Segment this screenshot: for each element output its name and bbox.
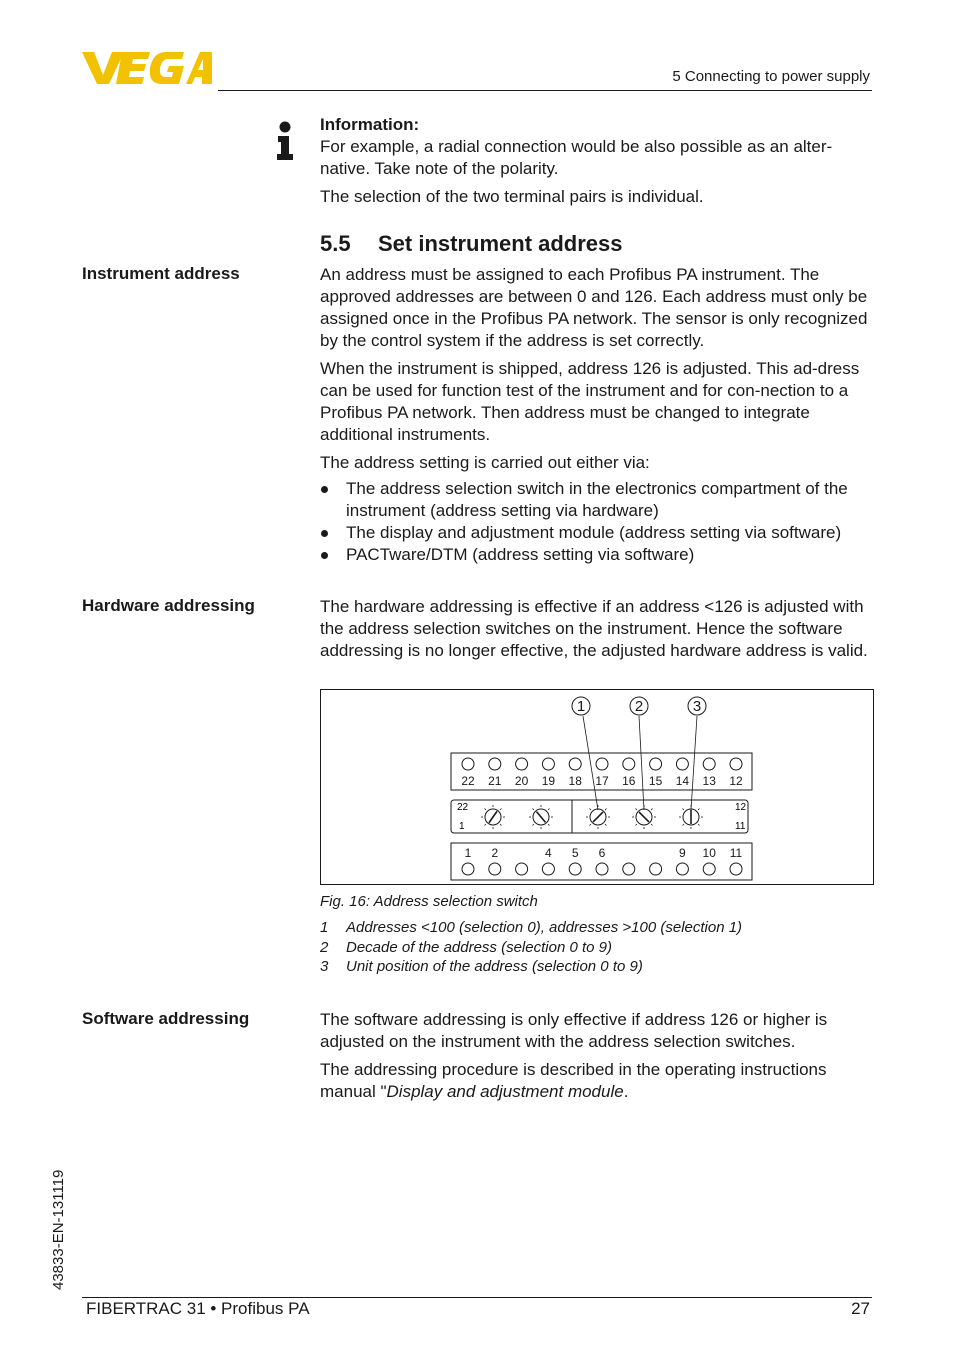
software-addressing-body (320, 1009, 880, 1103)
terminal-circle (650, 758, 662, 770)
paragraph: The software addressing is only effective if address 126 or higher is adjusted on the instrument with the address selection switches. (320, 1010, 828, 1051)
hardware-addressing-body (320, 596, 880, 662)
terminal-circle (623, 863, 635, 875)
terminal-circle (650, 863, 662, 875)
terminal-label: 14 (675, 774, 690, 788)
switch-tick (590, 809, 591, 810)
terminal-label: 20 (514, 774, 529, 788)
terminal-circle (569, 863, 581, 875)
address-switch-figure (320, 689, 874, 885)
page-number: 27 (851, 1299, 870, 1318)
terminal-circle (516, 863, 528, 875)
terminal-label: 22 (461, 774, 475, 788)
switch-tick (533, 809, 534, 810)
rotary-switch (529, 805, 553, 829)
terminal-label: 21 (488, 774, 502, 788)
document-id: 43833-EN-131119 (50, 1169, 67, 1290)
callout-number: 2 (634, 698, 644, 715)
terminal-circle (676, 863, 688, 875)
terminal-circle (462, 758, 474, 770)
switch-tick (651, 824, 652, 825)
header-rule (218, 90, 872, 91)
leader-line (639, 716, 644, 810)
terminal-circle (516, 758, 528, 770)
legend-number: 3 (320, 958, 329, 975)
switch-tick (651, 809, 652, 810)
terminal-circle (623, 758, 635, 770)
hardware-addressing-label: Hardware addressing (82, 596, 255, 615)
terminal-circle (542, 758, 554, 770)
switch-tick (533, 824, 534, 825)
information-title: Information: (320, 115, 420, 134)
switch-tick (636, 824, 637, 825)
terminal-label: 12 (729, 774, 743, 788)
terminal-circle (542, 863, 554, 875)
callout-number: 1 (576, 698, 586, 715)
terminal-circle (730, 758, 742, 770)
rotary-switch (679, 805, 703, 829)
switch-tick (683, 809, 684, 810)
terminal-label: 19 (541, 774, 556, 788)
section-heading (320, 231, 623, 257)
terminal-label: 9 (679, 846, 686, 860)
switch-tick (605, 824, 606, 825)
list-item: PACTware/DTM (address setting via software) (320, 544, 880, 566)
paragraph: When the instrument is shipped, address 126 is adjusted. This ad-dress can be used for function test of the instrument and for con-nection to a Profibus PA network. Then address must be changed to integrate additional instruments. (320, 359, 860, 444)
software-addressing-label: Software addressing (82, 1009, 250, 1028)
terminal-circle (569, 758, 581, 770)
paragraph: The address setting is carried out either via: (320, 453, 650, 472)
terminal-circle (489, 863, 501, 875)
switch-tick (548, 809, 549, 810)
terminal-label: 17 (595, 774, 609, 788)
paragraph: An address must be assigned to each Profibus PA instrument. The approved addresses are between 0 and 126. Each address must only be assigned once in the Profibus PA network. The sensor is only recognized by the control system if the address is set correctly. (320, 265, 868, 350)
legend-item (320, 957, 742, 977)
switch-tick (590, 824, 591, 825)
leader-line (691, 716, 697, 810)
legend-text: Unit position of the address (selection 0 to 9) (346, 958, 643, 975)
legend-number: 1 (320, 919, 329, 936)
paragraph: The hardware addressing is effective if an address <126 is adjusted with the address selection switches on the instrument. Hence the software addressing is no longer effective, the adjusted hardware address is valid. (320, 597, 868, 660)
section-title: Set instrument address (378, 231, 623, 256)
list-item: The display and adjustment module (address setting via software) (320, 522, 880, 544)
switch-tick (548, 824, 549, 825)
switch-panel-label: 11 (735, 821, 746, 832)
terminal-circle (462, 863, 474, 875)
legend-number: 2 (320, 938, 329, 956)
legend-item (320, 938, 742, 958)
terminal-circle (703, 863, 715, 875)
legend-item (320, 918, 742, 938)
terminal-circle (676, 758, 688, 770)
figure-caption: Fig. 16: Address selection switch (320, 893, 538, 910)
running-header: 5 Connecting to power supply (672, 68, 870, 85)
switch-pointer (489, 811, 497, 822)
switch-pointer (593, 812, 603, 822)
text-run: The addressing procedure is described in the operating instructions manual " (320, 1060, 827, 1101)
address-switch-diagram (321, 690, 873, 884)
information-text: For example, a radial connection would be also possible as an alter-native. Take note of the polarity. (320, 137, 833, 178)
switch-pointer (537, 812, 546, 823)
terminal-circle (596, 863, 608, 875)
rotary-switch (586, 805, 610, 829)
list-item: The address selection switch in the electronics compartment of the instrument (address setting via hardware) (320, 478, 880, 522)
switch-tick (485, 824, 486, 825)
callout-number: 3 (692, 698, 702, 715)
section-number: 5.5 (320, 231, 351, 256)
switch-panel-label: 22 (457, 802, 469, 813)
switch-panel-label: 12 (735, 802, 747, 813)
paragraph (320, 1059, 880, 1103)
rotary-switch (632, 805, 656, 829)
terminal-label: 1 (464, 846, 472, 860)
switch-tick (636, 809, 637, 810)
switch-tick (500, 809, 501, 810)
address-method-list (320, 478, 880, 566)
legend-text: Decade of the address (selection 0 to 9) (346, 938, 612, 956)
terminal-circle (596, 758, 608, 770)
manual-title: Display and adjustment module (386, 1082, 624, 1101)
information-text-2: The selection of the two terminal pairs is individual. (320, 187, 704, 206)
terminal-circle (489, 758, 501, 770)
instrument-address-body (320, 264, 880, 474)
switch-tick (605, 809, 606, 810)
switch-tick (698, 809, 699, 810)
switch-panel-label: 1 (459, 821, 465, 832)
terminal-label: 11 (729, 846, 743, 860)
terminal-label: 10 (702, 846, 716, 860)
footer-rule (82, 1297, 872, 1298)
figure-legend (320, 918, 742, 977)
switch-tick (485, 809, 486, 810)
switch-tick (500, 824, 501, 825)
information-note (320, 114, 880, 208)
terminal-circle (730, 863, 742, 875)
terminal-circle (703, 758, 715, 770)
terminal-label: 15 (648, 774, 663, 788)
text-run: . (623, 1082, 629, 1101)
rotary-switch (481, 805, 505, 829)
switch-tick (698, 824, 699, 825)
instrument-address-label: Instrument address (82, 264, 240, 283)
terminal-label: 18 (568, 774, 582, 788)
switch-tick (683, 824, 684, 825)
terminal-label: 6 (598, 846, 606, 860)
switch-pointer (639, 812, 649, 822)
information-icon (276, 121, 294, 161)
terminal-label: 13 (702, 774, 716, 788)
terminal-label: 4 (545, 846, 552, 860)
legend-text: Addresses <100 (selection 0), addresses >100 (selection 1) (346, 919, 743, 936)
terminal-label: 16 (622, 774, 636, 788)
vega-logo (82, 50, 212, 86)
footer-product: FIBERTRAC 31 • Profibus PA (86, 1299, 310, 1318)
terminal-label: 2 (491, 846, 499, 860)
terminal-label: 5 (571, 846, 579, 860)
